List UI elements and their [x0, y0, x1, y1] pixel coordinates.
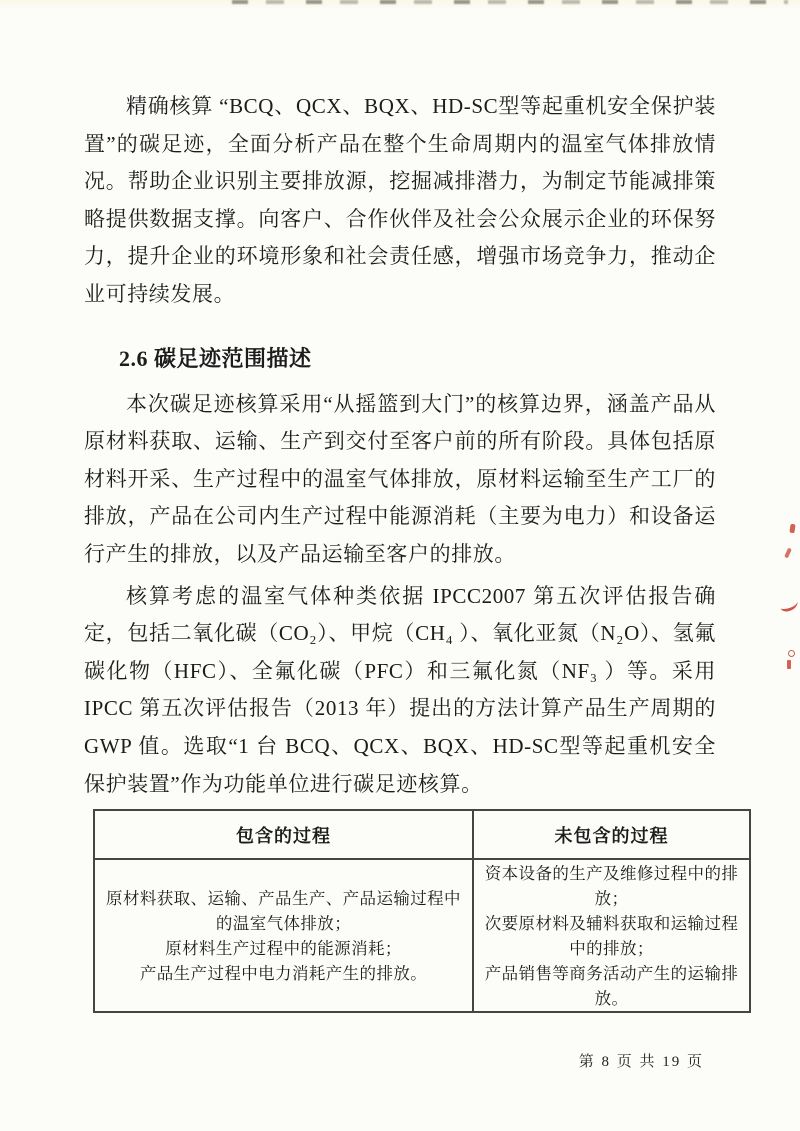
- excluded-process-item: 资本设备的生产及维修过程中的排放；: [484, 863, 739, 908]
- scope-table-body: [94, 859, 750, 1012]
- included-processes-cell: [94, 859, 473, 1012]
- scope-table: [93, 809, 751, 1013]
- table-header-included: 包含的过程: [94, 810, 473, 859]
- red-stamp-fragment: [787, 660, 791, 669]
- included-process-item: 产品生产过程中电力消耗产生的排放。: [139, 963, 428, 983]
- table-header-excluded: 未包含的过程: [473, 810, 750, 859]
- intro-paragraph: 精确核算 “BCQ、QCX、BQX、HD-SC型等起重机安全保护装置”的碳足迹，全面分析产品在整个生命周期内的温室气体排放情况。帮助企业识别主要排放源，挖掘减排潜力，为制定节能减排策略提供数据支撑。向客户、合作伙伴及社会公众展示企业的环保努力，提升企业的环境形象和社会责任感，增强市场竞争力，推动企业可持续发展。: [84, 94, 716, 306]
- red-stamp-fragment: [784, 548, 792, 559]
- red-stamp-fragment: [789, 524, 795, 534]
- excluded-process-item: 次要原材料及辅料获取和运输过程中的排放；: [484, 913, 739, 958]
- scan-top-tint: [0, 0, 800, 10]
- ghg-species-paragraph: 核算考虑的温室气体种类依据 IPCC2007 第五次评估报告确定，包括二氧化碳（CO₂）、甲烷（CH₄ ）、氧化亚氮（N₂O）、氢氟碳化物（HFC）、全氟化碳（PFC）和三氟化氮（NF₃ ）等。采用 IPCC 第五次评估报告（2013 年）提出的方法计算产品生产周期的 GWP 值。选取“1 台 BCQ、QCX、BQX、HD-SC型等起重机安全保护装置”作为功能单位进行碳足迹核算。: [84, 583, 716, 796]
- scope-table-header-row: [94, 810, 750, 859]
- section-heading: 2.6 碳足迹范围描述: [119, 345, 312, 371]
- excluded-processes-cell: [473, 859, 750, 1012]
- included-process-item: 原材料生产过程中的能源消耗；: [165, 938, 402, 958]
- red-stamp-fragment: [788, 650, 795, 657]
- scope-description-paragraph: 本次碳足迹核算采用“从摇篮到大门”的核算边界，涵盖产品从原材料获取、运输、生产到交付至客户前的所有阶段。具体包括原材料开采、生产过程中的温室气体排放，原材料运输至生产工厂的排放，产品在公司内生产过程中能源消耗（主要为电力）和设备运行产生的排放，以及产品运输至客户的排放。: [84, 391, 716, 566]
- red-stamp-fragment: [779, 596, 800, 613]
- excluded-process-item: 产品销售等商务活动产生的运输排放。: [484, 963, 739, 1008]
- included-process-item: 原材料获取、运输、产品生产、产品运输过程中的温室气体排放；: [106, 888, 461, 933]
- scan-cutoff-text-smudge: [232, 0, 788, 4]
- page-content: [84, 88, 739, 1013]
- page-number-footer: 第 8 页 共 19 页: [578, 1054, 704, 1070]
